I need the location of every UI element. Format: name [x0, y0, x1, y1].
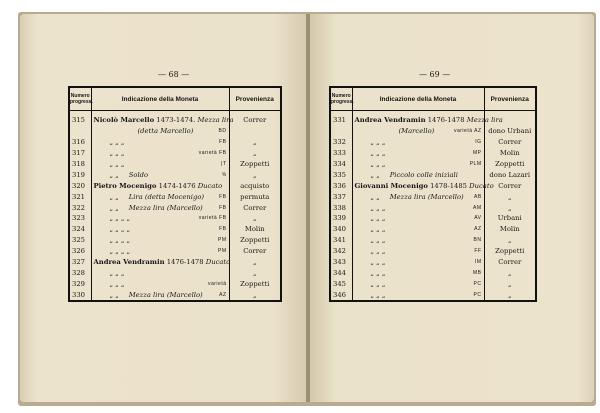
coin-detail: „ „ „: [109, 160, 125, 168]
coin-description: [91, 278, 229, 289]
coin-type: [385, 214, 395, 222]
table-row: [330, 235, 536, 246]
provenance: „: [252, 290, 257, 299]
coin-detail: „ „ „: [370, 203, 386, 212]
provenance: Urbani: [497, 214, 522, 223]
mint-mark: FB: [219, 139, 227, 146]
row-number: 342: [330, 246, 352, 257]
table-row: [69, 202, 281, 213]
coin-detail: „ „: [109, 203, 119, 212]
coin-type: Mezza lira: [466, 116, 503, 125]
coin-type: [130, 236, 140, 244]
header-indicazione: Indicazione della Moneta: [352, 87, 484, 111]
coin-description: [91, 159, 229, 170]
coin-description: [91, 289, 229, 301]
coin-description: [91, 148, 229, 159]
coin-description: [91, 246, 229, 257]
coin-description: [352, 202, 484, 213]
table-row: [69, 257, 281, 268]
coin-detail: „ „ „: [370, 268, 386, 277]
left-table-body: [69, 111, 281, 302]
mint-mark: IM: [474, 259, 482, 266]
coin-description: [352, 148, 484, 159]
mint-mark: AZ: [219, 291, 227, 298]
mint-mark: varietà FB: [198, 150, 227, 157]
coin-type: Soldo: [128, 170, 149, 179]
row-number: 341: [330, 235, 352, 246]
coin-description: [91, 180, 229, 191]
coin-description: [91, 213, 229, 224]
coin-description: [91, 202, 229, 213]
table-row: [69, 126, 281, 137]
coin-detail: „ „ „: [109, 149, 125, 158]
provenance: „: [507, 279, 512, 288]
row-number: 321: [69, 191, 91, 202]
mint-mark: varietà AZ: [453, 128, 482, 135]
coin-type: [385, 269, 395, 277]
table-row: [330, 289, 536, 301]
coin-type: Mezza lira (Marcello): [389, 192, 464, 201]
table-row: [69, 169, 281, 180]
coin-detail: „ „: [109, 192, 119, 201]
mint-mark: MB: [473, 269, 482, 276]
coin-type: [124, 138, 134, 146]
mint-mark: BN: [473, 237, 482, 244]
table-row: [330, 278, 536, 289]
provenance: permuta: [240, 192, 270, 201]
provenance: „: [507, 268, 512, 277]
coin-description: [91, 267, 229, 278]
mint-mark: varietà FB: [198, 215, 227, 222]
coin-description: [352, 191, 484, 202]
provenance: „: [507, 203, 512, 212]
provenance: Correr: [243, 203, 267, 212]
provenance: „: [252, 258, 257, 267]
coin-detail: „ „ „: [370, 247, 386, 256]
provenance: Correr: [243, 116, 267, 125]
coin-description: [352, 289, 484, 301]
coin-description: [352, 257, 484, 268]
table-row: [330, 126, 536, 137]
coin-description: [352, 159, 484, 170]
coin-description: [352, 169, 484, 180]
coin-description: [91, 111, 234, 126]
left-coin-table: [68, 86, 282, 302]
coin-type: Mezza lira (Marcello): [128, 290, 203, 299]
provenance: „: [507, 236, 512, 245]
row-number: 330: [69, 289, 91, 301]
provenance: Correr: [243, 247, 267, 256]
coin-detail: „ „ „ „: [109, 247, 131, 256]
coin-type: [385, 138, 395, 146]
mint-mark: MP: [473, 150, 482, 157]
coin-description: [352, 137, 484, 148]
mint-mark: FB: [219, 226, 227, 233]
coin-description: [91, 191, 229, 202]
mint-mark: PLM: [469, 161, 482, 167]
table-row: [330, 202, 536, 213]
row-number: 332: [330, 137, 352, 148]
coin-description: [352, 246, 484, 257]
provenance: „: [507, 290, 512, 299]
coin-type: [385, 149, 395, 157]
table-row: [330, 111, 536, 126]
row-number: 317: [69, 148, 91, 159]
coin-type: [124, 149, 134, 157]
row-number: 336: [330, 180, 352, 191]
coin-type: [385, 204, 395, 212]
table-row: [69, 246, 281, 257]
coin-detail: „ „ „ „: [109, 225, 131, 234]
doge-name: Andrea Vendramin: [354, 116, 426, 125]
table-row: [69, 159, 281, 170]
table-row: [69, 137, 281, 148]
right-page-number: — 69 —: [419, 70, 451, 79]
row-number: 335: [330, 169, 352, 180]
row-number: 344: [330, 267, 352, 278]
coin-description: [352, 111, 503, 126]
table-row: [69, 224, 281, 235]
mint-mark: FF: [474, 248, 482, 255]
coin-type: (detta Marcello): [137, 127, 194, 136]
coin-type: [385, 291, 395, 299]
coin-description: [352, 213, 484, 224]
coin-type: [130, 214, 140, 222]
mint-mark: FB: [219, 204, 227, 211]
provenance: „: [252, 268, 257, 277]
mint-mark: PC: [473, 280, 482, 287]
mint-mark: PM: [218, 248, 227, 255]
row-number: 337: [330, 191, 352, 202]
mint-mark: PM: [218, 237, 227, 244]
header-provenienza: Provenienza: [484, 87, 536, 111]
provenance: „: [252, 170, 257, 179]
coin-type: Mezza lira (Marcello): [128, 203, 203, 212]
row-number: 329: [69, 278, 91, 289]
table-row: [330, 180, 536, 191]
table-row: [330, 257, 536, 268]
mint-mark: AV: [474, 215, 482, 222]
coin-type: [385, 160, 395, 168]
row-number: 324: [69, 224, 91, 235]
row-number: 339: [330, 213, 352, 224]
header-indicazione: Indicazione della Moneta: [91, 87, 229, 111]
provenance: Correr: [498, 258, 522, 267]
provenance: Zoppetti: [240, 279, 270, 288]
coin-description: [91, 224, 229, 235]
row-number: 318: [69, 159, 91, 170]
coin-detail: „ „ „ „: [109, 214, 131, 223]
header-numero: Numero progress.: [330, 87, 352, 111]
table-row: [69, 289, 281, 301]
row-number: 320: [69, 180, 91, 191]
header-provenienza: Provenienza: [229, 87, 281, 111]
doge-name: Nicolò Marcello: [93, 116, 155, 125]
doge-name: Andrea Vendramin: [93, 258, 165, 267]
coin-detail: „ „ „: [370, 290, 386, 299]
doge-name: Giovanni Mocenigo: [354, 181, 428, 190]
coin-detail: „ „: [370, 192, 380, 201]
coin-detail: 1476-1478: [427, 116, 467, 125]
row-number: 333: [330, 148, 352, 159]
row-number: 345: [330, 278, 352, 289]
provenance: Zoppetti: [495, 160, 525, 168]
provenance: Zoppetti: [495, 247, 525, 256]
row-number: 327: [69, 257, 91, 268]
table-row: [69, 180, 281, 191]
coin-type: Ducato: [469, 181, 494, 190]
mint-mark: AZ: [474, 226, 482, 233]
table-header-row: [330, 87, 536, 111]
coin-description: [91, 257, 229, 268]
provenance: dono Urbani: [488, 127, 532, 136]
coin-detail: 1473-1474.: [156, 116, 198, 125]
coin-type: Ducato: [205, 258, 231, 267]
coin-detail: 1474-1476: [158, 181, 198, 190]
coin-type: (Marcello): [398, 127, 435, 136]
right-table-body: [330, 111, 536, 302]
table-row: [69, 278, 281, 289]
mint-mark: ⅝: [221, 171, 227, 178]
coin-type: [124, 269, 134, 277]
table-row: [330, 246, 536, 257]
coin-detail: „ „ „: [370, 225, 386, 234]
mint-mark: |T: [221, 161, 227, 167]
coin-detail: „ „ „ „: [109, 236, 131, 245]
row-number: 346: [330, 289, 352, 301]
row-number: 325: [69, 235, 91, 246]
coin-type: [124, 280, 134, 288]
row-number: 343: [330, 257, 352, 268]
left-page-number: — 68 —: [158, 70, 190, 79]
table-row: [69, 267, 281, 278]
row-number: 328: [69, 267, 91, 278]
row-number: 338: [330, 202, 352, 213]
provenance: „: [507, 192, 512, 201]
provenance: Molin: [499, 225, 520, 234]
book-gutter: [306, 14, 310, 402]
coin-detail: „ „ „: [370, 279, 386, 288]
coin-detail: „ „ „: [370, 236, 386, 245]
coin-detail: „ „ „: [109, 268, 125, 277]
coin-detail: „ „ „: [370, 214, 386, 223]
coin-description: [91, 235, 229, 246]
coin-detail: 1476-1478: [166, 258, 206, 267]
provenance: acquisto: [240, 181, 270, 190]
coin-type: Lira (detta Mocenigo): [128, 192, 205, 201]
coin-detail: 1478-1485: [430, 181, 470, 190]
coin-detail: „ „ „: [109, 138, 125, 147]
coin-type: [385, 280, 395, 288]
coin-description: [352, 224, 484, 235]
coin-detail: „ „ „: [370, 149, 386, 158]
mint-mark: IG: [475, 139, 482, 146]
table-row: [330, 148, 536, 159]
coin-description: [91, 169, 229, 180]
coin-type: [130, 247, 140, 255]
header-numero: Numero progress.: [69, 87, 91, 111]
coin-type: [385, 225, 395, 233]
table-row: [330, 137, 536, 148]
row-number: [330, 126, 352, 137]
table-row: [69, 148, 281, 159]
table-header-row: [69, 87, 281, 111]
mint-mark: FB: [219, 193, 227, 200]
provenance: „: [252, 214, 257, 223]
row-number: 326: [69, 246, 91, 257]
provenance: Molin: [499, 149, 520, 158]
coin-description: [352, 235, 484, 246]
coin-description: [352, 267, 484, 278]
table-row: [330, 267, 536, 278]
coin-type: [385, 236, 395, 244]
coin-type: [124, 160, 134, 168]
coin-detail: „ „ „: [109, 279, 125, 288]
provenance: Molin: [244, 225, 265, 234]
row-number: 319: [69, 169, 91, 180]
coin-detail: „ „: [109, 290, 119, 299]
provenance: „: [252, 149, 257, 158]
provenance: „: [252, 138, 257, 147]
row-number: 322: [69, 202, 91, 213]
coin-detail: „ „ „: [370, 138, 386, 147]
table-row: [330, 213, 536, 224]
coin-type: [385, 247, 395, 255]
coin-detail: „ „ „: [370, 160, 386, 168]
right-coin-table: [329, 86, 537, 302]
provenance: [229, 126, 281, 137]
table-row: [330, 159, 536, 170]
row-number: 334: [330, 159, 352, 170]
row-number: [69, 126, 91, 137]
coin-type: Piccolo colle iniziali: [389, 170, 458, 179]
table-row: [330, 191, 536, 202]
table-row: [69, 213, 281, 224]
row-number: 331: [330, 111, 352, 126]
coin-detail: „ „ „: [370, 258, 386, 267]
mint-mark: PC: [473, 291, 482, 298]
provenance: Zoppetti: [240, 236, 270, 245]
coin-description: [352, 278, 484, 289]
coin-description: [352, 126, 484, 137]
table-row: [69, 191, 281, 202]
table-row: [330, 224, 536, 235]
coin-type: Ducato: [197, 181, 223, 190]
coin-detail: „ „: [370, 170, 380, 179]
table-row: [69, 235, 281, 246]
doge-name: Pietro Mocenigo: [93, 181, 157, 190]
coin-description: [352, 180, 494, 191]
provenance: dono Lazari: [489, 170, 531, 179]
provenance: Correr: [498, 181, 522, 190]
coin-detail: „ „: [109, 170, 119, 179]
table-row: [330, 169, 536, 180]
mint-mark: BD: [218, 128, 227, 135]
coin-type: Mezza lira: [197, 116, 234, 125]
row-number: 316: [69, 137, 91, 148]
coin-description: [91, 126, 229, 137]
mint-mark: varietà: [207, 280, 227, 287]
row-number: 323: [69, 213, 91, 224]
mint-mark: AM: [473, 204, 482, 211]
table-row: [69, 111, 281, 126]
row-number: 340: [330, 224, 352, 235]
mint-mark: AB: [474, 193, 482, 200]
coin-type: [385, 258, 395, 266]
provenance: Zoppetti: [240, 160, 270, 168]
coin-description: [91, 137, 229, 148]
row-number: 315: [69, 111, 91, 126]
provenance: Correr: [498, 138, 522, 147]
coin-type: [130, 225, 140, 233]
